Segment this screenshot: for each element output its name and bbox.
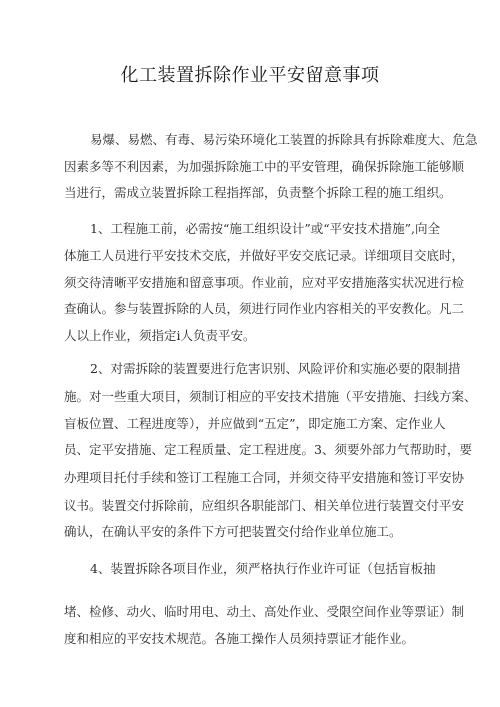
paragraph-line: 度和相应的平安技术规范。各施工操作人员须持票证才能作业。 — [64, 631, 415, 646]
paragraph-line: 确认，在确认平安的条件下方可把装置交付给作业单位施工。 — [64, 524, 402, 539]
paragraph-line: 人以上作业，须指定i人负责平安。 — [64, 328, 256, 343]
paragraph-line: 2、对需拆除的装置要进行危害识别、风险评价和实施必要的限制措 — [90, 361, 461, 376]
paragraph-line: 施。对一些重大项目，须制订相应的平安技术措施（平安措施、扫线方案、 — [64, 389, 477, 404]
paragraph-line: 体施工人员进行平安技术交底，并做好平安交底记录。详细项目交底时， — [64, 248, 465, 263]
paragraph-line: 易爆、易燃、有毒、易污染环境化工装置的拆除具有拆除难度大、危急 — [90, 132, 478, 147]
paragraph-line: 员、定平安措施、定工程质量、定工程进度。3、须要外部力气帮助时，要 — [64, 442, 472, 457]
paragraph-line: 盲板位置、工程进度等），并应做到“五定”，即定施工方案、定作业人 — [64, 416, 446, 431]
paragraph-line: 因素多等不利因素，为加强拆除施工中的平安管理，确保拆除施工能够顺 — [64, 159, 465, 174]
paragraph-line: 4、装置拆除各项目作业，须严格执行作业许可证（包括盲板抽 — [90, 561, 436, 576]
paragraph-line: 须交待清晰平安措施和留意事项。作业前，应对平安措施落实状况进行检 — [64, 275, 465, 290]
page-title: 化工装置拆除作业平安留意事项 — [120, 65, 380, 86]
paragraph-line: 议书。装置交付拆除前，应组织各职能部门、相关单位进行装置交付平安 — [64, 498, 465, 513]
paragraph-line: 查确认。参与装置拆除的人员，须进行同作业内容相关的平安教化。凡二 — [64, 301, 465, 316]
paragraph-line: 堵、检修、动火、临时用电、动土、高处作业、受限空间作业等票证）制 — [64, 604, 465, 619]
paragraph-line: 办理项目托付手续和签订工程施工合同，并须交待平安措施和签订平安协 — [64, 470, 465, 485]
paragraph-line: 1、工程施工前，必需按“施工组织设计”或“平安技术措施”,向全 — [90, 221, 440, 236]
paragraph-line: 当进行，需成立装置拆除工程指挥部，负责整个拆除工程的施工组织。 — [64, 185, 452, 200]
